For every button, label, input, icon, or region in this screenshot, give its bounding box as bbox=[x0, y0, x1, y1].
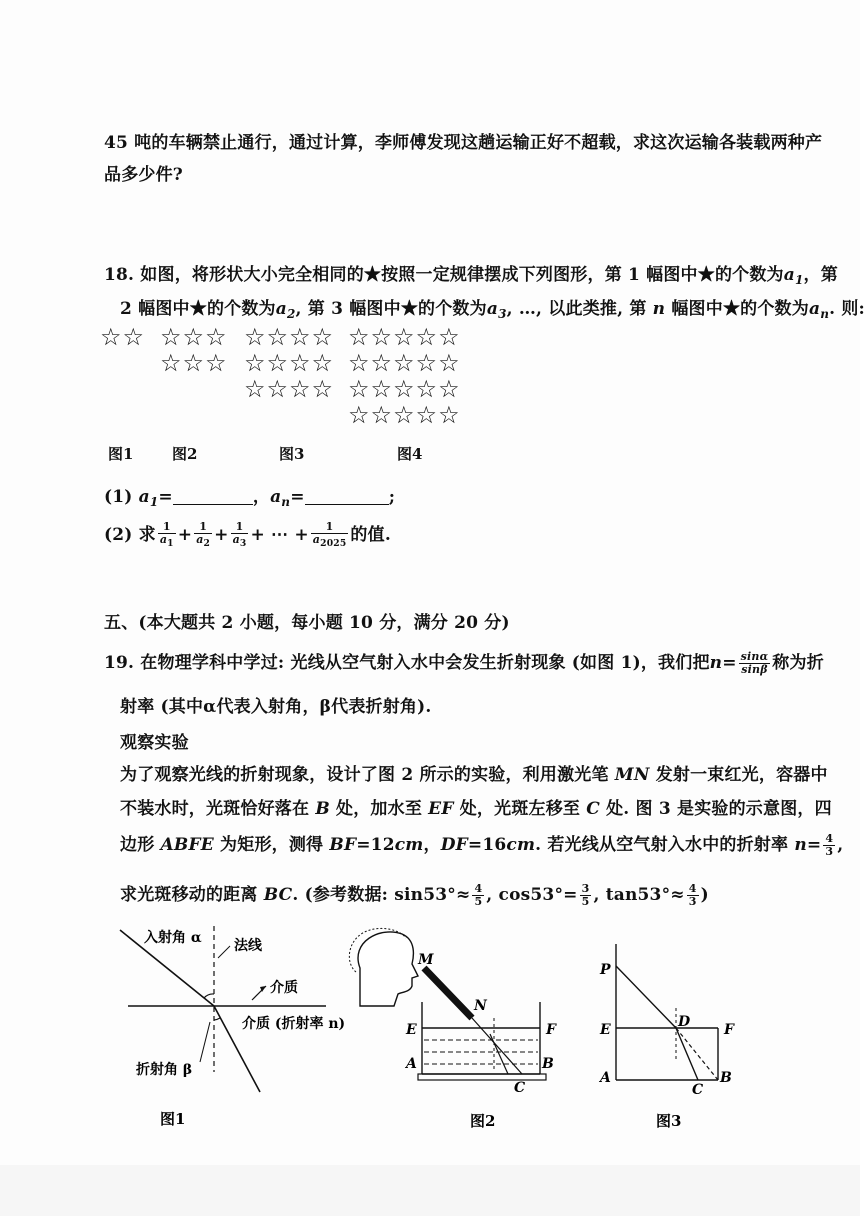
ray-dc bbox=[676, 1028, 698, 1080]
problem18-q1 bbox=[104, 482, 395, 509]
label-C: C bbox=[692, 1082, 704, 1098]
label-A: A bbox=[406, 1056, 417, 1072]
caption-fig2: 图2 bbox=[470, 1112, 496, 1130]
numerator: 1 bbox=[158, 521, 176, 534]
label-E: E bbox=[600, 1022, 611, 1038]
label-normal: 法线 bbox=[234, 938, 262, 954]
leader-line bbox=[218, 946, 230, 958]
var-a: a bbox=[783, 265, 795, 285]
label-N: N bbox=[474, 998, 487, 1014]
label-medium-top: 介质 bbox=[270, 980, 298, 996]
fraction-4-3 bbox=[823, 833, 835, 858]
label-A: A bbox=[600, 1070, 611, 1086]
denominator bbox=[158, 534, 176, 550]
problem19-line1 bbox=[104, 648, 824, 676]
p19-text-h: 处. 图 3 是实验的示意图，四 bbox=[606, 799, 832, 819]
sub-1: 1 bbox=[167, 538, 174, 550]
var-a: a bbox=[486, 299, 499, 319]
unit-cm: cm bbox=[506, 835, 536, 855]
sub-n: n bbox=[281, 495, 291, 509]
problem19-line4 bbox=[120, 794, 832, 819]
label-M: M bbox=[418, 952, 434, 968]
denominator bbox=[311, 534, 349, 550]
var-a: a bbox=[275, 299, 287, 319]
star-row: ☆☆☆☆ bbox=[244, 375, 335, 403]
answer-blank-a1[interactable] bbox=[173, 488, 253, 505]
refraction-figure-1 bbox=[110, 922, 350, 1132]
label-mn: MN bbox=[614, 765, 650, 785]
label-bc: BC bbox=[263, 885, 293, 905]
sub-1: 1 bbox=[794, 273, 804, 287]
fraction-sin-ratio bbox=[739, 651, 771, 676]
laser-beam-air bbox=[472, 1018, 522, 1074]
label-F: F bbox=[724, 1022, 734, 1038]
fraction-1-over-a1 bbox=[158, 521, 176, 550]
sub-1: 1 bbox=[149, 495, 159, 509]
var-a: a bbox=[196, 532, 204, 546]
problem19-line6 bbox=[120, 880, 709, 908]
caption-fig1: 图1 bbox=[160, 1110, 186, 1128]
equals: = bbox=[158, 487, 173, 507]
fraction-1-over-a3 bbox=[231, 521, 249, 550]
label-b: B bbox=[315, 799, 330, 819]
sub-2025: 2025 bbox=[320, 538, 347, 550]
n-equals: n= bbox=[709, 653, 737, 673]
label-df: DF bbox=[440, 835, 468, 855]
denominator: sinβ bbox=[741, 663, 768, 676]
star-row: ☆☆☆ bbox=[160, 323, 228, 351]
sub-2: 2 bbox=[203, 538, 211, 550]
star-fig-label-1: 图1 bbox=[108, 445, 134, 463]
problem18-q2 bbox=[104, 520, 391, 550]
section5-heading: 五、(本大题共 2 小题，每小题 10 分，满分 20 分) bbox=[104, 613, 510, 633]
label-bf: BF bbox=[329, 835, 357, 855]
var-a: a bbox=[808, 299, 821, 319]
p19-close-paren: ) bbox=[700, 885, 709, 905]
problem18-text-a: 18. 如图，将形状大小完全相同的★按照一定规律摆成下列图形，第 1 幅图中★的个数为 bbox=[104, 265, 784, 285]
sub-3: 3 bbox=[498, 307, 507, 321]
q2-prefix: (2) 求 bbox=[104, 525, 156, 545]
star-row: ☆☆☆☆ bbox=[244, 349, 335, 377]
sub-3: 3 bbox=[239, 538, 247, 550]
problem19-line2: 射率 (其中α代表入射角，β代表折射角). bbox=[120, 697, 432, 717]
star-row: ☆☆☆☆☆ bbox=[348, 375, 461, 403]
plus: + bbox=[214, 525, 229, 545]
schematic-figure-3 bbox=[590, 930, 750, 1130]
label-E: E bbox=[406, 1022, 417, 1038]
numerator: 4 bbox=[825, 832, 834, 845]
label-medium-bottom: 介质 (折射率 n) bbox=[242, 1016, 346, 1032]
star-figure-3 bbox=[244, 324, 334, 402]
p19-text-l: 求光斑移动的距离 bbox=[120, 885, 258, 905]
star-row: ☆☆☆ bbox=[160, 349, 228, 377]
problem18-text-c: 2 幅图中★的个数为 bbox=[120, 299, 276, 319]
p19-text-e: 不装水时，光斑恰好落在 bbox=[120, 799, 310, 819]
denominator: 3 bbox=[688, 895, 697, 908]
fraction-3-5 bbox=[580, 883, 592, 908]
problem18-text-d: , 第 3 幅图中★的个数为 bbox=[295, 299, 487, 319]
n-equals: n= bbox=[794, 835, 822, 855]
label-F: F bbox=[546, 1022, 556, 1038]
problem19-line3 bbox=[120, 760, 828, 785]
sub-n: n bbox=[820, 307, 830, 321]
label-ef: EF bbox=[428, 799, 454, 819]
p19-ref-tan: , tan53°≈ bbox=[593, 885, 685, 905]
p19-text-f: 处，加水至 bbox=[336, 799, 423, 819]
star-fig-label-2: 图2 bbox=[172, 445, 198, 463]
experiment-figure-2 bbox=[340, 922, 570, 1132]
page-bottom-margin bbox=[0, 1165, 860, 1216]
problem19-line5 bbox=[120, 830, 843, 858]
problem18-line2 bbox=[120, 294, 865, 321]
q1-prefix: (1) bbox=[104, 487, 133, 507]
fraction-4-3-ref bbox=[687, 883, 699, 908]
p19-ref-sin: . (参考数据: sin53°≈ bbox=[292, 885, 471, 905]
star-figure-2 bbox=[160, 324, 228, 376]
problem18-text-f: 幅图中★的个数为 bbox=[671, 299, 809, 319]
numerator: 1 bbox=[311, 521, 349, 534]
numerator: 4 bbox=[688, 882, 697, 895]
angle-beta-arc bbox=[214, 1018, 220, 1020]
p19-text-i: 边形 bbox=[120, 835, 155, 855]
numerator: 1 bbox=[231, 521, 249, 534]
p19-text-c: 为了观察光线的折射现象，设计了图 2 所示的实验，利用激光笔 bbox=[120, 765, 609, 785]
p19-ref-cos: , cos53°= bbox=[486, 885, 578, 905]
fraction-1-over-a2025 bbox=[311, 521, 349, 550]
star-row: ☆☆ bbox=[100, 323, 146, 351]
person-head bbox=[358, 932, 418, 1006]
p19-text-b: 称为折 bbox=[772, 653, 824, 673]
star-fig-label-4: 图4 bbox=[397, 445, 423, 463]
leader-line-beta bbox=[200, 1022, 210, 1062]
fraction-1-over-a2 bbox=[194, 521, 212, 550]
problem18-line1 bbox=[104, 260, 838, 287]
angle-alpha-arc bbox=[204, 994, 214, 998]
problem17-line1: 45 吨的车辆禁止通行，通过计算，李师傅发现这趟运输正好不超载，求这次运输各装载两种产 bbox=[104, 133, 823, 153]
star-figure-4 bbox=[348, 324, 461, 428]
label-P: P bbox=[600, 962, 611, 978]
p19-comma: , bbox=[837, 835, 844, 855]
star-row: ☆☆☆☆☆ bbox=[348, 323, 461, 351]
label-abfe: ABFE bbox=[160, 835, 214, 855]
label-B: B bbox=[542, 1056, 554, 1072]
label-B: B bbox=[720, 1070, 732, 1086]
fraction-4-5 bbox=[472, 883, 484, 908]
var-a: a bbox=[312, 532, 321, 546]
var-a: a bbox=[232, 532, 240, 546]
star-fig-label-3: 图3 bbox=[279, 445, 305, 463]
star-row: ☆☆☆☆☆ bbox=[348, 349, 461, 377]
unit-cm: cm bbox=[394, 835, 424, 855]
problem17-line2: 品多少件? bbox=[104, 165, 183, 185]
numerator: 1 bbox=[194, 521, 212, 534]
p19-value-16: =16 bbox=[467, 835, 507, 855]
denominator: 5 bbox=[474, 895, 483, 908]
ray-pd bbox=[616, 966, 676, 1028]
denominator bbox=[231, 534, 249, 550]
laser-pen bbox=[424, 968, 472, 1018]
denominator bbox=[194, 534, 212, 550]
container-base bbox=[418, 1074, 546, 1080]
numerator: 3 bbox=[581, 882, 590, 895]
star-row: ☆☆☆☆☆ bbox=[348, 401, 461, 429]
q1-end: ; bbox=[388, 487, 396, 507]
numerator: sinα bbox=[740, 650, 769, 663]
p19-sep: ， bbox=[423, 835, 441, 855]
label-D: D bbox=[678, 1014, 691, 1030]
label-refraction-angle: 折射角 β bbox=[136, 1062, 193, 1078]
p19-text-g: 处，光斑左移至 bbox=[459, 799, 581, 819]
problem18-text-e: , …, 以此类推, 第 bbox=[506, 299, 647, 319]
denominator: 3 bbox=[825, 845, 834, 858]
p19-text-a: 19. 在物理学科中学过: 光线从空气射入水中会发生折射现象 (如图 1)，我们把 bbox=[104, 653, 710, 673]
equals: = bbox=[290, 487, 305, 507]
label-c: C bbox=[586, 799, 600, 819]
var-n: n bbox=[652, 299, 666, 319]
denominator: 5 bbox=[581, 895, 590, 908]
observation-heading: 观察实验 bbox=[120, 733, 189, 753]
answer-blank-an[interactable] bbox=[305, 488, 389, 505]
q2-end: 的值. bbox=[350, 525, 391, 545]
numerator: 4 bbox=[474, 882, 483, 895]
var-a: a bbox=[270, 487, 282, 507]
problem18-text-g: . 则: bbox=[829, 299, 865, 319]
ellipsis-plus: + ⋯ + bbox=[250, 525, 309, 545]
p19-text-j: 为矩形，测得 bbox=[220, 835, 324, 855]
caption-fig3: 图3 bbox=[656, 1112, 682, 1130]
separator: ， bbox=[252, 487, 271, 507]
sub-2: 2 bbox=[286, 307, 296, 321]
problem18-text-b: ，第 bbox=[803, 265, 838, 285]
label-incident-angle: 入射角 α bbox=[144, 930, 202, 946]
var-a: a bbox=[138, 487, 150, 507]
label-C: C bbox=[514, 1080, 526, 1096]
p19-value-12: =12 bbox=[356, 835, 395, 855]
var-a: a bbox=[159, 532, 168, 546]
ray-db-dashed bbox=[676, 1028, 718, 1080]
star-figure-1 bbox=[100, 324, 145, 350]
p19-text-k: . 若光线从空气射入水中的折射率 bbox=[535, 835, 789, 855]
p19-text-d: 发射一束红光，容器中 bbox=[655, 765, 828, 785]
star-row: ☆☆☆☆ bbox=[244, 323, 335, 351]
plus: + bbox=[177, 525, 193, 545]
